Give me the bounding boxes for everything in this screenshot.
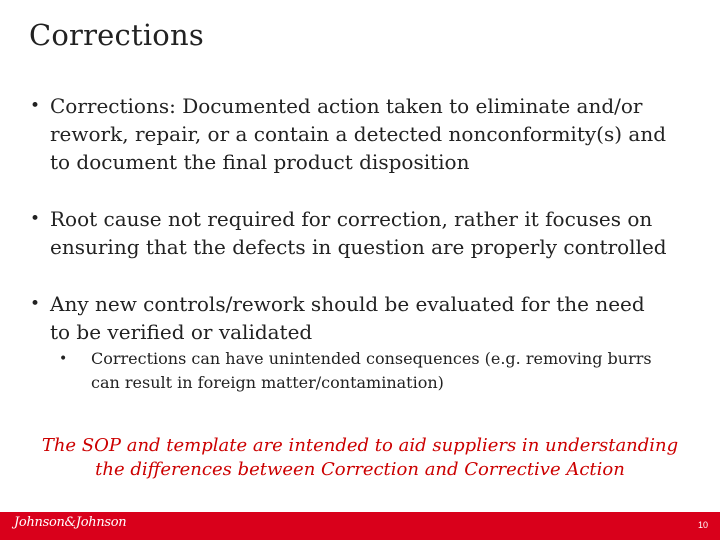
company-logo: Johnson&Johnson <box>14 515 127 530</box>
bullet-marker: • <box>30 96 41 116</box>
bullet-line: ensuring that the defects in question are properly controlled <box>50 235 667 259</box>
bullet-line: Root cause not required for correction, rather it focuses on <box>50 207 653 231</box>
note-line: The SOP and template are intended to aid suppliers in understanding <box>41 435 679 456</box>
bullet-marker: • <box>30 294 41 314</box>
bullet-line: to be verified or validated <box>50 320 313 344</box>
note-line: the differences between Correction and Corrective Action <box>95 459 625 480</box>
bullet-item <box>30 92 720 176</box>
sub-bullet-marker: • <box>59 351 68 367</box>
slide-title: Corrections <box>29 18 204 52</box>
highlight-note <box>30 434 690 482</box>
footer-bar <box>0 512 720 540</box>
bullet-line: to document the final product disposition <box>50 150 470 174</box>
bullet-line: rework, repair, or a contain a detected nonconformity(s) and <box>50 122 666 146</box>
sub-bullet-line: can result in foreign matter/contamination) <box>91 373 444 392</box>
bullet-line: Any new controls/rework should be evaluated for the need <box>50 292 645 316</box>
page-number: 10 <box>697 520 708 530</box>
bullet-marker: • <box>30 209 41 229</box>
bullet-line: Corrections: Documented action taken to eliminate and/or <box>50 94 643 118</box>
sub-bullet-line: Corrections can have unintended consequences (e.g. removing burrs <box>91 349 652 368</box>
bullet-item <box>30 290 720 346</box>
bullet-item <box>30 205 720 261</box>
sub-bullet-item <box>59 347 720 395</box>
